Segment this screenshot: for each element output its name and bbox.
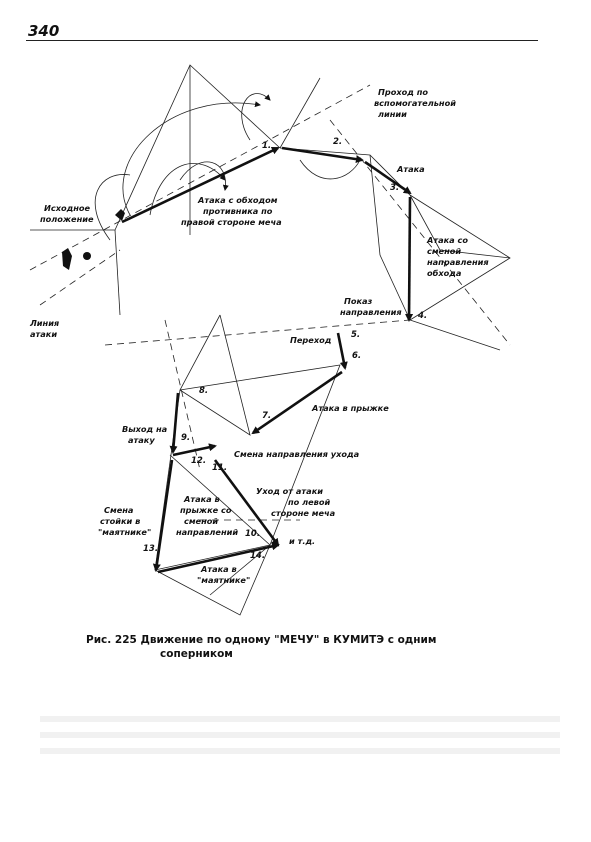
label-aux-3: линии [378, 109, 407, 119]
label-jumpdir-1: Атака в [184, 494, 220, 504]
page-number: 340 [28, 22, 60, 40]
bleed-through-text-1 [40, 716, 560, 722]
label-stance-3: "маятнике" [98, 527, 152, 537]
svg-text:7.: 7. [262, 411, 272, 421]
svg-text:5.: 5. [351, 330, 361, 340]
label-dirchange-3: направления [427, 257, 489, 267]
label-leave-1: Уход от атаки [256, 486, 323, 496]
label-exit-2: атаку [128, 435, 155, 445]
label-aux-2: вспомогательной [374, 98, 456, 108]
label-etc: и т.д. [289, 536, 316, 546]
label-dirchange-4: обхода [427, 268, 462, 278]
figure-caption [86, 633, 446, 661]
label-stance-1: Смена [104, 505, 134, 515]
label-jump-attack: Атака в прыжке [312, 403, 389, 413]
bleed-through-text-2 [40, 732, 560, 738]
svg-text:8.: 8. [199, 386, 209, 396]
label-bypass-2: противника по [203, 206, 273, 216]
label-attack-line-1: Линия [30, 318, 60, 328]
svg-text:12.: 12. [191, 456, 207, 466]
label-bypass-3: правой стороне меча [181, 217, 282, 227]
path-segment-11 [173, 446, 215, 455]
label-transition: Переход [290, 335, 332, 345]
path-segment-13 [156, 460, 172, 570]
path-segment-2 [282, 148, 362, 160]
path-segment-9 [173, 393, 178, 452]
label-jumpdir-3: сменой [184, 516, 219, 526]
svg-text:4.: 4. [418, 311, 428, 321]
label-attack-line-2: атаки [30, 329, 58, 339]
path-segment-4 [409, 197, 410, 320]
label-show-2: направления [340, 307, 402, 317]
svg-text:3.: 3. [390, 183, 400, 193]
path-segment-5 [338, 333, 345, 368]
label-jumpdir-4: направлений [176, 527, 239, 537]
label-pendulum-2: "маятнике" [197, 575, 251, 585]
label-jumpdir-2: прыжке со [180, 505, 232, 515]
diagram-labels [29, 87, 489, 585]
label-start-1: Исходное [44, 203, 91, 213]
svg-text:10.: 10. [245, 529, 261, 539]
label-leave-2: по левой [288, 497, 331, 507]
bleed-through-text-3 [40, 748, 560, 754]
svg-text:1.: 1. [262, 141, 272, 151]
svg-text:9.: 9. [181, 433, 191, 443]
svg-text:6.: 6. [352, 351, 362, 361]
svg-text:14.: 14. [250, 551, 266, 561]
svg-text:13.: 13. [143, 544, 159, 554]
label-aux-1: Проход по [378, 87, 428, 97]
label-leave-3: стороне меча [271, 508, 336, 518]
label-dirchange-1: Атака со [427, 235, 469, 245]
label-dirchange-2: сменой [427, 246, 462, 256]
svg-text:2.: 2. [333, 137, 343, 147]
label-change-exit: Смена направления ухода [234, 449, 360, 459]
caption-line-2: соперником [160, 648, 233, 660]
caption-line-1: Рис. 225 Движение по одному "МЕЧУ" в КУМИТЭ с одним [86, 634, 437, 646]
label-start-2: положение [40, 214, 94, 224]
label-show-1: Показ [344, 296, 373, 306]
label-bypass-1: Атака с обходом [198, 195, 278, 205]
label-exit-1: Выход на [122, 424, 168, 434]
label-attack: Атака [397, 164, 425, 174]
label-pendulum-1: Атака в [201, 564, 237, 574]
label-stance-2: стойки в [100, 516, 141, 526]
svg-text:11.: 11. [212, 463, 228, 473]
